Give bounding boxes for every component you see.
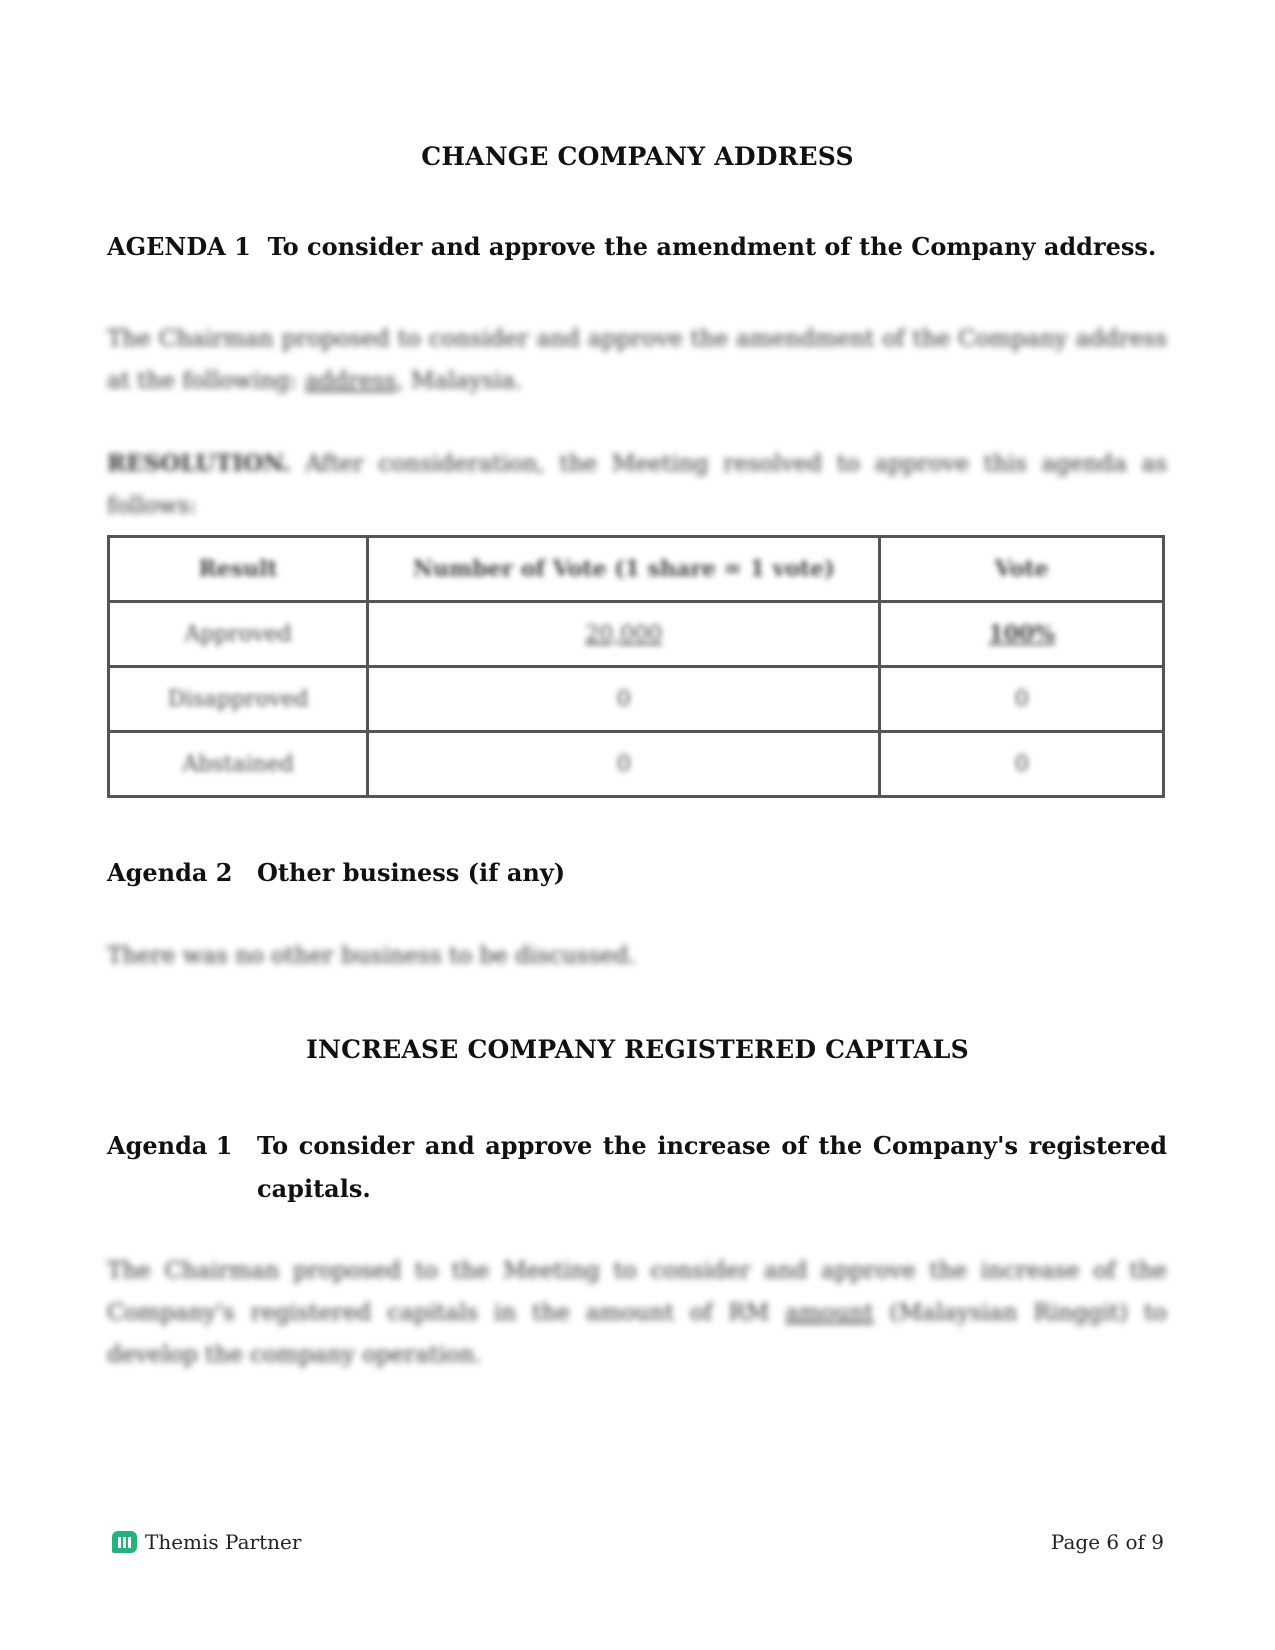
- table-cell: [109, 667, 368, 732]
- agenda1-text: To consider and approve the amendment of the Company address.: [267, 232, 1157, 261]
- capital-agenda1-label: Agenda 1: [107, 1131, 233, 1160]
- header-vote-text: Vote: [994, 556, 1049, 582]
- capital-agenda1-text: To consider and approve the increase of the Company's registered capitals.: [257, 1131, 1167, 1203]
- cell-text: Disapproved: [167, 686, 309, 712]
- table-cell: [109, 732, 368, 797]
- address-paragraph-end: , Malaysia.: [396, 368, 523, 394]
- table-cell: [109, 602, 368, 667]
- themis-logo-icon: [112, 1531, 137, 1553]
- section-title-change-address: CHANGE COMPANY ADDRESS: [421, 142, 854, 171]
- header-votes-text: Number of Vote (1 share = 1 vote): [412, 556, 835, 582]
- table-row: [109, 602, 1164, 667]
- vote-table-header: [109, 537, 1164, 602]
- table-cell: [368, 732, 880, 797]
- header-vote: [880, 537, 1164, 602]
- cell-text: 20,000: [585, 621, 663, 647]
- resolution-paragraph: [107, 443, 1167, 527]
- address-paragraph: [107, 318, 1167, 402]
- capital-paragraph-text: The Chairman proposed to the Meeting to consider and approve the increase of the Company's registered capitals in the amount of RM: [107, 1258, 1167, 1326]
- table-row: [109, 667, 1164, 732]
- other-business-paragraph: There was no other business to be discussed.: [107, 943, 636, 969]
- header-result: [109, 537, 368, 602]
- header-result-text: Result: [198, 556, 278, 582]
- agenda1-heading: [107, 232, 1156, 261]
- table-cell: [368, 667, 880, 732]
- footer-brand: [112, 1530, 301, 1554]
- table-row: [109, 732, 1164, 797]
- agenda2-text: Other business (if any): [257, 858, 566, 887]
- resolution-label: RESOLUTION.: [107, 450, 291, 477]
- table-cell: [368, 602, 880, 667]
- table-cell: [880, 667, 1164, 732]
- agenda1-label: AGENDA 1: [107, 232, 251, 261]
- capital-paragraph-end: (Malaysian Ringgit) to develop the company operation.: [107, 1300, 1168, 1368]
- capital-paragraph: [107, 1250, 1167, 1376]
- page-number: Page 6 of 9: [1050, 1530, 1164, 1554]
- amount-placeholder: amount: [785, 1300, 874, 1326]
- resolution-text: After consideration, the Meeting resolved to approve this agenda as follows:: [107, 451, 1167, 519]
- table-cell: [880, 602, 1164, 667]
- table-cell: [880, 732, 1164, 797]
- cell-text: 0: [1014, 686, 1029, 712]
- brand-name: Themis Partner: [145, 1530, 302, 1554]
- agenda2-label: Agenda 2: [107, 858, 233, 887]
- cell-text: Abstained: [182, 751, 294, 777]
- cell-text: 0: [616, 751, 631, 777]
- cell-text: 0: [1014, 751, 1029, 777]
- cell-text: 0: [616, 686, 631, 712]
- address-placeholder: address: [304, 368, 397, 394]
- cell-text: Approved: [184, 621, 292, 647]
- vote-table: [107, 535, 1165, 798]
- header-votes: [368, 537, 880, 602]
- address-paragraph-text: The Chairman proposed to consider and approve the amendment of the Company address at the following:: [107, 326, 1167, 394]
- cell-text: 100%: [988, 621, 1056, 647]
- section-title-increase-capital: INCREASE COMPANY REGISTERED CAPITALS: [306, 1035, 969, 1064]
